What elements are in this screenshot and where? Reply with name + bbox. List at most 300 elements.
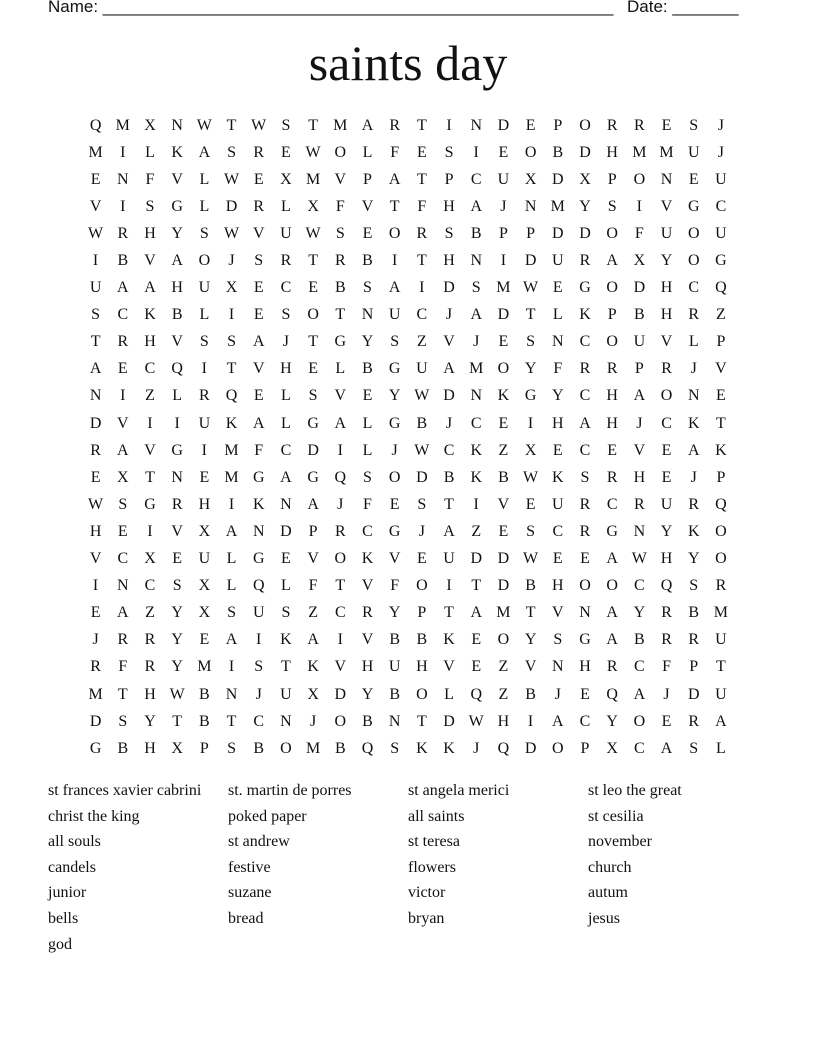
grid-letter: P bbox=[363, 170, 372, 188]
grid-letter: C bbox=[362, 522, 373, 540]
grid-letter: F bbox=[118, 658, 128, 676]
grid-letter: R bbox=[90, 658, 101, 676]
grid-letter: D bbox=[334, 685, 347, 703]
grid-letter: C bbox=[579, 441, 591, 459]
grid-letter: W bbox=[88, 224, 104, 242]
grid-letter: I bbox=[391, 252, 398, 270]
grid-letter: N bbox=[552, 658, 564, 676]
grid-letter: H bbox=[497, 712, 510, 730]
grid-row bbox=[82, 329, 742, 356]
grid-letter: B bbox=[334, 279, 346, 297]
grid-letter: T bbox=[226, 712, 237, 730]
grid-letter: C bbox=[334, 604, 346, 622]
word-bank-item: all souls bbox=[48, 833, 101, 851]
grid-letter: T bbox=[471, 577, 482, 595]
grid-letter: E bbox=[471, 658, 482, 676]
grid-letter: V bbox=[388, 550, 401, 568]
grid-letter: E bbox=[281, 550, 291, 568]
grid-letter: V bbox=[144, 441, 156, 459]
grid-letter: W bbox=[523, 468, 539, 486]
grid-letter: I bbox=[527, 414, 534, 432]
grid-letter: S bbox=[118, 712, 128, 730]
grid-letter: U bbox=[280, 224, 292, 242]
grid-letter: S bbox=[145, 197, 155, 215]
grid-letter: O bbox=[307, 306, 319, 324]
grid-row bbox=[82, 410, 742, 437]
grid-letter: D bbox=[497, 306, 510, 324]
grid-letter: V bbox=[307, 550, 319, 568]
grid-letter: S bbox=[91, 306, 101, 324]
grid-letter: G bbox=[388, 414, 401, 432]
grid-letter: E bbox=[580, 685, 590, 703]
grid-letter: U bbox=[198, 550, 211, 568]
grid-letter: A bbox=[117, 279, 129, 297]
grid-letter: D bbox=[307, 441, 319, 459]
grid-letter: M bbox=[224, 468, 239, 486]
grid-letter: V bbox=[660, 197, 673, 215]
grid-letter: C bbox=[634, 577, 645, 595]
grid-letter: Y bbox=[687, 550, 700, 568]
grid-letter: I bbox=[228, 495, 235, 513]
grid-letter: V bbox=[117, 414, 129, 432]
grid-letter: S bbox=[471, 279, 481, 297]
grid-letter: S bbox=[227, 333, 236, 351]
grid-letter: Y bbox=[171, 604, 183, 622]
grid-row bbox=[82, 437, 742, 464]
grid-letter: Y bbox=[388, 387, 401, 405]
grid-letter: A bbox=[687, 441, 700, 459]
grid-letter: A bbox=[334, 414, 347, 432]
word-bank-item: st angela merici bbox=[408, 782, 510, 799]
grid-letter: A bbox=[388, 170, 401, 188]
grid-letter: D bbox=[225, 197, 238, 215]
grid-letter: T bbox=[281, 658, 291, 676]
grid-letter: E bbox=[362, 387, 373, 405]
grid-letter: V bbox=[334, 658, 347, 676]
grid-letter: E bbox=[498, 522, 509, 540]
grid-letter: G bbox=[171, 441, 183, 459]
grid-letter: I bbox=[337, 441, 343, 459]
grid-letter: A bbox=[307, 495, 319, 513]
grid-letter: P bbox=[607, 306, 617, 324]
grid-letter: J bbox=[255, 685, 262, 703]
grid-letter: I bbox=[446, 116, 452, 134]
grid-letter: O bbox=[715, 550, 727, 568]
grid-letter: I bbox=[201, 441, 207, 459]
word-bank-item: bells bbox=[48, 909, 79, 927]
grid-row bbox=[82, 735, 742, 762]
grid-letter: T bbox=[117, 685, 128, 703]
grid-letter: L bbox=[335, 360, 346, 378]
grid-letter: P bbox=[689, 658, 699, 676]
word-bank-item: jesus bbox=[588, 909, 620, 927]
grid-row bbox=[82, 247, 742, 274]
grid-letter: V bbox=[89, 550, 102, 568]
grid-letter: N bbox=[171, 116, 183, 134]
grid-letter: M bbox=[550, 197, 565, 215]
grid-letter: B bbox=[362, 252, 373, 270]
grid-letter: Z bbox=[471, 522, 482, 540]
grid-letter: V bbox=[443, 658, 455, 676]
grid-letter: X bbox=[144, 550, 156, 568]
grid-letter: H bbox=[171, 279, 183, 297]
grid-letter: E bbox=[416, 143, 427, 161]
grid-letter: F bbox=[363, 495, 372, 513]
grid-letter: V bbox=[171, 170, 183, 188]
grid-letter: M bbox=[305, 739, 321, 757]
grid-letter: E bbox=[498, 333, 509, 351]
grid-letter: S bbox=[363, 279, 372, 297]
grid-letter: N bbox=[225, 685, 238, 703]
grid-letter: T bbox=[335, 306, 346, 324]
grid-letter: A bbox=[225, 522, 238, 540]
grid-letter: X bbox=[307, 685, 319, 703]
word-bank-item: st teresa bbox=[408, 833, 460, 851]
word-bank-item: church bbox=[588, 858, 632, 876]
grid-letter: R bbox=[579, 360, 591, 378]
grid-letter: I bbox=[120, 387, 126, 405]
grid-row bbox=[82, 681, 742, 708]
grid-letter: T bbox=[444, 495, 454, 513]
grid-letter: S bbox=[526, 522, 536, 540]
grid-letter: M bbox=[197, 658, 212, 676]
grid-letter: K bbox=[715, 441, 727, 459]
grid-letter: Y bbox=[660, 252, 673, 270]
grid-letter: O bbox=[497, 631, 510, 649]
grid-letter: I bbox=[636, 197, 642, 215]
grid-letter: I bbox=[473, 143, 479, 161]
word-bank-item: autum bbox=[588, 884, 628, 902]
grid-letter: N bbox=[280, 712, 292, 730]
grid-letter: E bbox=[416, 550, 427, 568]
grid-letter: T bbox=[145, 468, 155, 486]
grid-row bbox=[82, 139, 742, 166]
grid-letter: O bbox=[334, 712, 347, 730]
grid-letter: N bbox=[252, 522, 265, 540]
grid-letter: O bbox=[606, 333, 618, 351]
grid-row bbox=[82, 546, 742, 573]
grid-letter: U bbox=[715, 631, 727, 649]
word-bank-item: st cesilia bbox=[588, 807, 644, 825]
grid-letter: U bbox=[280, 685, 292, 703]
grid-letter: E bbox=[580, 550, 590, 568]
grid-letter: E bbox=[117, 522, 128, 540]
grid-letter: T bbox=[308, 252, 318, 270]
grid-letter: B bbox=[443, 468, 455, 486]
grid-letter: O bbox=[497, 360, 510, 378]
grid-letter: B bbox=[416, 414, 428, 432]
grid-letter: R bbox=[362, 604, 373, 622]
grid-letter: M bbox=[659, 143, 674, 161]
grid-letter: I bbox=[500, 252, 507, 270]
word-bank-item: bryan bbox=[408, 909, 445, 927]
grid-letter: S bbox=[199, 224, 209, 242]
grid-letter: E bbox=[117, 360, 128, 378]
grid-letter: Q bbox=[334, 468, 347, 486]
grid-letter: J bbox=[500, 197, 507, 215]
grid-letter: U bbox=[660, 495, 673, 513]
grid-letter: E bbox=[688, 170, 699, 188]
grid-letter: X bbox=[280, 170, 292, 188]
grid-letter: F bbox=[335, 197, 345, 215]
grid-letter: X bbox=[579, 170, 591, 188]
grid-letter: Y bbox=[579, 197, 591, 215]
grid-letter: A bbox=[443, 522, 455, 540]
grid-letter: O bbox=[334, 143, 347, 161]
grid-letter: M bbox=[632, 143, 647, 161]
grid-letter: R bbox=[688, 306, 700, 324]
grid-letter: J bbox=[418, 522, 425, 540]
grid-letter: H bbox=[144, 685, 156, 703]
grid-letter: X bbox=[171, 739, 183, 757]
grid-letter: V bbox=[171, 522, 183, 540]
grid-letter: U bbox=[715, 170, 727, 188]
grid-letter: B bbox=[334, 739, 346, 757]
grid-letter: H bbox=[280, 360, 292, 378]
grid-letter: T bbox=[335, 577, 346, 595]
grid-letter: V bbox=[552, 604, 564, 622]
grid-letter: Q bbox=[225, 387, 238, 405]
grid-letter: N bbox=[470, 387, 482, 405]
grid-letter: N bbox=[660, 170, 673, 188]
grid-letter: Q bbox=[715, 495, 727, 513]
grid-letter: W bbox=[223, 224, 240, 242]
grid-letter: U bbox=[198, 279, 211, 297]
grid-letter: F bbox=[390, 577, 400, 595]
grid-letter: E bbox=[471, 631, 482, 649]
grid-letter: B bbox=[117, 252, 129, 270]
grid-letter: Y bbox=[361, 685, 374, 703]
grid-letter: P bbox=[417, 604, 427, 622]
word-bank-item: candels bbox=[48, 858, 96, 876]
word-bank-item: all saints bbox=[408, 807, 465, 825]
grid-row bbox=[82, 275, 742, 302]
grid-letter: D bbox=[470, 550, 482, 568]
grid-letter: E bbox=[253, 170, 264, 188]
grid-letter: K bbox=[361, 550, 374, 568]
grid-letter: O bbox=[416, 685, 428, 703]
grid-letter: I bbox=[256, 631, 262, 649]
grid-letter: Y bbox=[388, 604, 401, 622]
grid-letter: C bbox=[117, 550, 129, 568]
grid-letter: R bbox=[144, 658, 156, 676]
grid-letter: U bbox=[552, 495, 564, 513]
grid-letter: L bbox=[716, 739, 726, 757]
grid-letter: Y bbox=[606, 712, 618, 730]
grid-letter: K bbox=[416, 739, 428, 757]
grid-letter: P bbox=[526, 224, 536, 242]
word-bank-item: victor bbox=[408, 884, 446, 902]
grid-letter: O bbox=[579, 577, 591, 595]
grid-letter: A bbox=[89, 360, 102, 378]
grid-letter: Q bbox=[470, 685, 482, 703]
page-title: saints day bbox=[308, 35, 508, 91]
grid-letter: J bbox=[473, 333, 480, 351]
grid-letter: A bbox=[443, 360, 455, 378]
grid-letter: L bbox=[281, 387, 291, 405]
grid-letter: H bbox=[198, 495, 211, 513]
grid-letter: G bbox=[687, 197, 700, 215]
grid-letter: B bbox=[199, 712, 210, 730]
grid-letter: K bbox=[687, 522, 700, 540]
grid-letter: B bbox=[525, 577, 536, 595]
grid-letter: G bbox=[715, 252, 727, 270]
grid-letter: T bbox=[444, 604, 454, 622]
grid-letter: B bbox=[688, 604, 700, 622]
date-field-label: Date: _______ bbox=[627, 0, 739, 16]
grid-letter: C bbox=[606, 495, 618, 513]
grid-letter: E bbox=[552, 441, 563, 459]
grid-letter: I bbox=[419, 279, 425, 297]
grid-letter: K bbox=[470, 468, 482, 486]
grid-letter: O bbox=[334, 550, 347, 568]
grid-letter: S bbox=[172, 577, 182, 595]
word-bank bbox=[48, 778, 768, 957]
grid-letter: V bbox=[660, 333, 673, 351]
grid-letter: R bbox=[579, 252, 591, 270]
grid-letter: W bbox=[251, 116, 267, 134]
grid-letter: D bbox=[280, 522, 292, 540]
grid-letter: S bbox=[227, 739, 236, 757]
header bbox=[48, 0, 740, 19]
grid-letter: R bbox=[579, 522, 591, 540]
grid-letter: V bbox=[361, 631, 374, 649]
grid-letter: W bbox=[196, 116, 212, 134]
grid-row bbox=[82, 464, 742, 491]
grid-letter: A bbox=[660, 739, 673, 757]
grid-letter: S bbox=[390, 739, 400, 757]
word-bank-item: suzane bbox=[228, 884, 272, 902]
grid-letter: L bbox=[281, 577, 291, 595]
grid-letter: W bbox=[523, 550, 539, 568]
grid-letter: M bbox=[496, 604, 511, 622]
grid-letter: O bbox=[606, 577, 618, 595]
grid-letter: G bbox=[579, 279, 591, 297]
grid-letter: X bbox=[198, 522, 211, 540]
grid-letter: L bbox=[552, 306, 563, 324]
grid-letter: A bbox=[252, 414, 265, 432]
grid-letter: I bbox=[92, 252, 99, 270]
grid-letter: H bbox=[144, 224, 156, 242]
grid-letter: C bbox=[579, 712, 591, 730]
grid-letter: S bbox=[254, 252, 264, 270]
grid-letter: E bbox=[661, 116, 672, 134]
grid-letter: W bbox=[223, 170, 240, 188]
grid-letter: E bbox=[552, 550, 563, 568]
grid-letter: J bbox=[554, 685, 561, 703]
grid-letter: A bbox=[388, 279, 401, 297]
grid-letter: B bbox=[470, 224, 482, 242]
grid-letter: S bbox=[526, 333, 536, 351]
grid-letter: W bbox=[414, 387, 430, 405]
grid-letter: A bbox=[252, 333, 265, 351]
grid-letter: W bbox=[88, 495, 104, 513]
grid-letter: U bbox=[633, 333, 646, 351]
grid-letter: F bbox=[417, 197, 427, 215]
grid-letter: O bbox=[524, 143, 537, 161]
grid-letter: M bbox=[115, 116, 130, 134]
grid-letter: I bbox=[228, 658, 235, 676]
grid-letter: H bbox=[144, 739, 156, 757]
word-search-grid bbox=[82, 112, 742, 762]
grid-letter: E bbox=[661, 468, 672, 486]
grid-letter: O bbox=[606, 224, 618, 242]
grid-letter: C bbox=[579, 387, 591, 405]
grid-letter: H bbox=[416, 658, 428, 676]
grid-letter: R bbox=[606, 658, 618, 676]
grid-letter: X bbox=[606, 739, 618, 757]
grid-letter: K bbox=[443, 631, 455, 649]
grid-letter: Q bbox=[171, 360, 183, 378]
grid-letter: P bbox=[553, 116, 563, 134]
grid-letter: D bbox=[579, 224, 591, 242]
grid-letter: J bbox=[337, 495, 344, 513]
grid-letter: A bbox=[606, 604, 618, 622]
grid-letter: R bbox=[634, 495, 645, 513]
grid-letter: D bbox=[89, 712, 102, 730]
grid-letter: H bbox=[606, 387, 618, 405]
grid-letter: X bbox=[198, 577, 211, 595]
grid-letter: S bbox=[227, 604, 236, 622]
grid-letter: X bbox=[117, 468, 129, 486]
grid-letter: M bbox=[88, 143, 103, 161]
grid-letter: V bbox=[252, 360, 265, 378]
grid-letter: C bbox=[470, 170, 482, 188]
grid-letter: T bbox=[416, 712, 427, 730]
grid-letter: Y bbox=[524, 360, 537, 378]
grid-row bbox=[82, 627, 742, 654]
grid-letter: A bbox=[470, 197, 482, 215]
grid-letter: T bbox=[90, 333, 101, 351]
grid-letter: K bbox=[470, 441, 482, 459]
grid-letter: P bbox=[716, 333, 726, 351]
grid-letter: L bbox=[226, 577, 237, 595]
grid-letter: L bbox=[172, 387, 183, 405]
grid-letter: E bbox=[308, 279, 318, 297]
grid-letter: S bbox=[390, 333, 400, 351]
grid-letter: D bbox=[524, 252, 537, 270]
grid-letter: W bbox=[631, 550, 647, 568]
word-bank-item: poked paper bbox=[228, 807, 307, 825]
grid-letter: W bbox=[305, 224, 321, 242]
grid-letter: F bbox=[553, 360, 563, 378]
grid-letter: G bbox=[524, 387, 537, 405]
grid-letter: N bbox=[633, 522, 646, 540]
grid-letter: V bbox=[361, 197, 374, 215]
grid-letter: Y bbox=[633, 604, 646, 622]
grid-letter: F bbox=[390, 143, 400, 161]
grid-row bbox=[82, 112, 742, 139]
grid-letter: R bbox=[606, 360, 618, 378]
grid-letter: A bbox=[552, 712, 564, 730]
grid-letter: A bbox=[307, 631, 319, 649]
grid-letter: X bbox=[307, 197, 319, 215]
grid-letter: C bbox=[144, 360, 156, 378]
grid-letter: E bbox=[525, 495, 536, 513]
grid-letter: G bbox=[388, 360, 401, 378]
grid-letter: T bbox=[525, 604, 536, 622]
grid-letter: V bbox=[633, 441, 646, 459]
grid-letter: B bbox=[498, 468, 509, 486]
grid-letter: L bbox=[199, 197, 210, 215]
grid-letter: U bbox=[715, 685, 727, 703]
grid-letter: V bbox=[361, 577, 374, 595]
grid-row bbox=[82, 654, 742, 681]
grid-letter: O bbox=[280, 739, 292, 757]
grid-letter: D bbox=[497, 116, 510, 134]
grid-letter: I bbox=[337, 631, 343, 649]
grid-letter: E bbox=[90, 604, 101, 622]
